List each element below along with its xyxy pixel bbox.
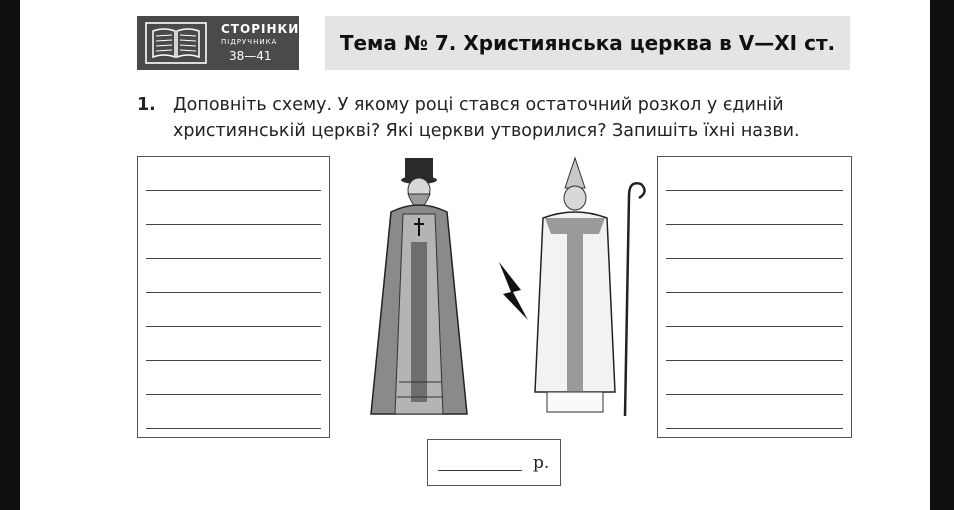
workbook-page (20, 0, 930, 510)
schism-figures (363, 152, 653, 424)
year-answer-line[interactable] (438, 470, 522, 471)
right-church-answer-box[interactable] (657, 156, 852, 438)
answer-line[interactable] (146, 292, 321, 293)
task-text: Доповніть схему. У якому році стався остаточний розкол у єдиній християнській церкві? Які церкви утворилися? Запишіть їхні назви. (173, 95, 800, 141)
answer-line[interactable] (146, 224, 321, 225)
answer-line[interactable] (666, 292, 843, 293)
schism-year-box[interactable] (427, 439, 561, 486)
answer-line[interactable] (146, 394, 321, 395)
answer-line[interactable] (666, 190, 843, 191)
answer-line[interactable] (146, 258, 321, 259)
answer-line[interactable] (666, 394, 843, 395)
answer-line[interactable] (666, 428, 843, 429)
answer-line[interactable] (666, 224, 843, 225)
answer-line[interactable] (666, 258, 843, 259)
answer-line[interactable] (146, 190, 321, 191)
orthodox-priest-figure (371, 158, 467, 414)
open-book-icon (145, 22, 207, 64)
catholic-bishop-figure (535, 158, 645, 416)
answer-line[interactable] (666, 326, 843, 327)
textbook-pages-badge (137, 16, 299, 70)
badge-subtitle: ПІДРУЧНИКА (221, 38, 278, 46)
badge-pages: 38—41 (229, 49, 272, 63)
lightning-icon (499, 262, 528, 320)
topic-title: Тема № 7. Християнська церква в V—XI ст. (325, 16, 850, 70)
task-number: 1. (137, 95, 156, 115)
badge-title: СТОРІНКИ (221, 22, 300, 36)
answer-line[interactable] (666, 360, 843, 361)
answer-line[interactable] (146, 360, 321, 361)
answer-line[interactable] (146, 428, 321, 429)
answer-line[interactable] (146, 326, 321, 327)
year-suffix: р. (533, 453, 550, 473)
left-church-answer-box[interactable] (137, 156, 330, 438)
